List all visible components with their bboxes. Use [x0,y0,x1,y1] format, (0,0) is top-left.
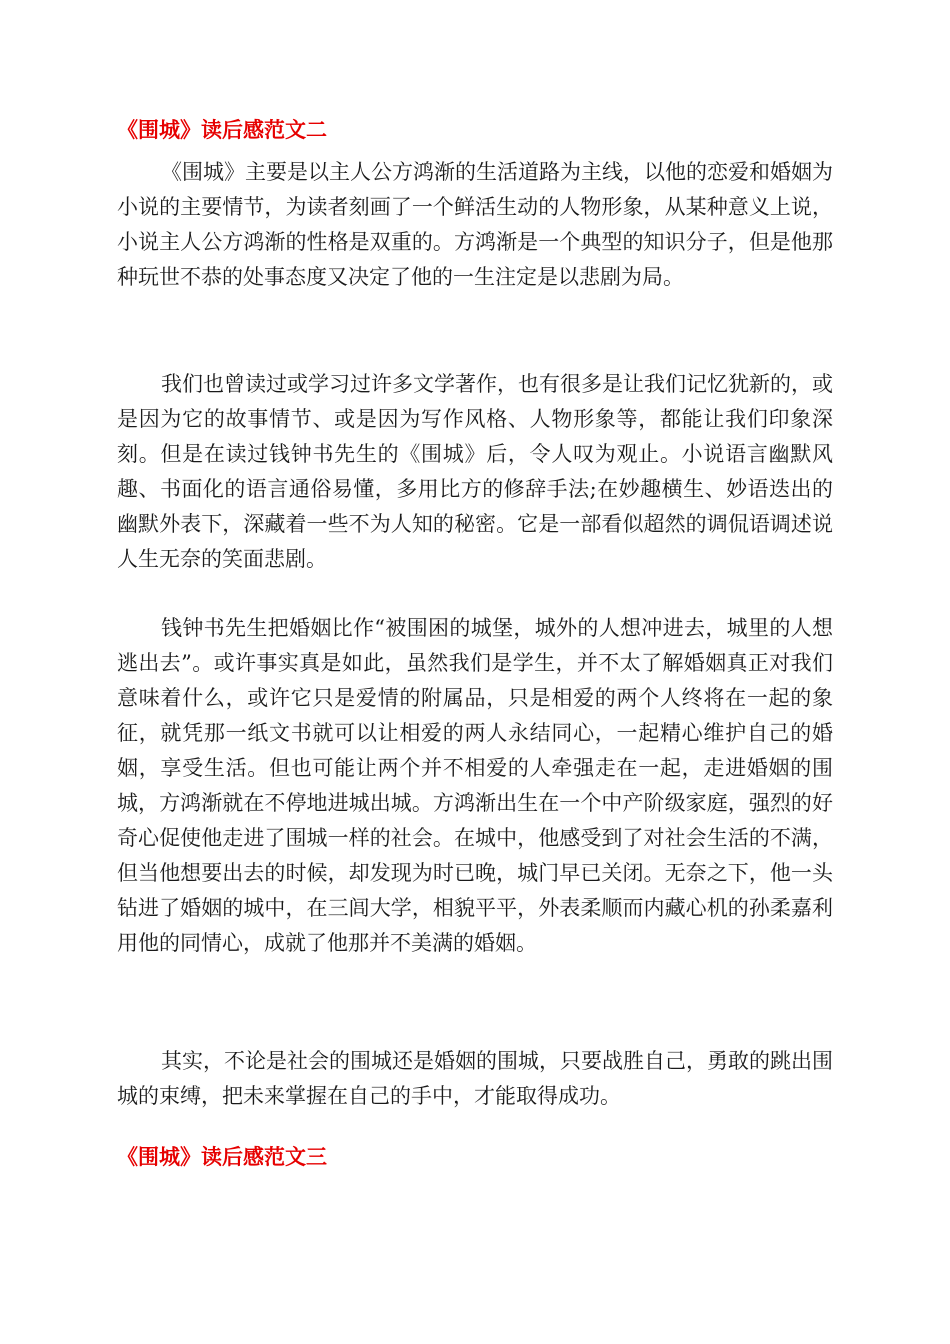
section-heading-three: 《围城》读后感范文三 [117,1145,327,1169]
paragraph-1: 《围城》主要是以主人公方鸿渐的生活道路为主线，以他的恋爱和婚姻为小说的主要情节，为读者刻画了一个鲜活生动的人物形象，从某种意义上说，小说主人公方鸿渐的性格是双重的。方鸿渐是一个典型的知识分子，但是他那种玩世不恭的处事态度又决定了他的一生注定是以悲剧为局。 [117,160,833,289]
paragraph-2: 我们也曾读过或学习过许多文学著作，也有很多是让我们记忆犹新的，或是因为它的故事情节、或是因为写作风格、人物形象等，都能让我们印象深刻。但是在读过钱钟书先生的《围城》后，令人叹为观止。小说语言幽默风趣、书面化的语言通俗易懂，多用比方的修辞手法;在妙趣横生、妙语迭出的幽默外表下，深藏着一些不为人知的秘密。它是一部看似超然的调侃语调述说人生无奈的笑面悲剧。 [117,372,833,571]
paragraph-3: 钱钟书先生把婚姻比作“被围困的城堡，城外的人想冲进去，城里的人想逃出去”。或许事实真是如此，虽然我们是学生，并不太了解婚姻真正对我们意味着什么，或许它只是爱情的附属品，只是相爱的两个人终将在一起的象征，就凭那一纸文书就可以让相爱的两人永结同心，一起精心维护自己的婚姻，享受生活。但也可能让两个并不相爱的人牵强走在一起，走进婚姻的围城，方鸿渐就在不停地进城出城。方鸿渐出生在一个中产阶级家庭，强烈的好奇心促使他走进了围城一样的社会。在城中，他感受到了对社会生活的不满，但当他想要出去的时候，却发现为时已晚，城门早已关闭。无奈之下，他一头钻进了婚姻的城中，在三闾大学，相貌平平，外表柔顺而内藏心机的孙柔嘉利用他的同情心，成就了他那并不美满的婚姻。 [117,616,833,955]
section-heading-two: 《围城》读后感范文二 [117,118,327,142]
paragraph-4: 其实，不论是社会的围城还是婚姻的围城，只要战胜自己，勇敢的跳出围城的束缚，把未来掌握在自己的手中，才能取得成功。 [117,1049,833,1108]
